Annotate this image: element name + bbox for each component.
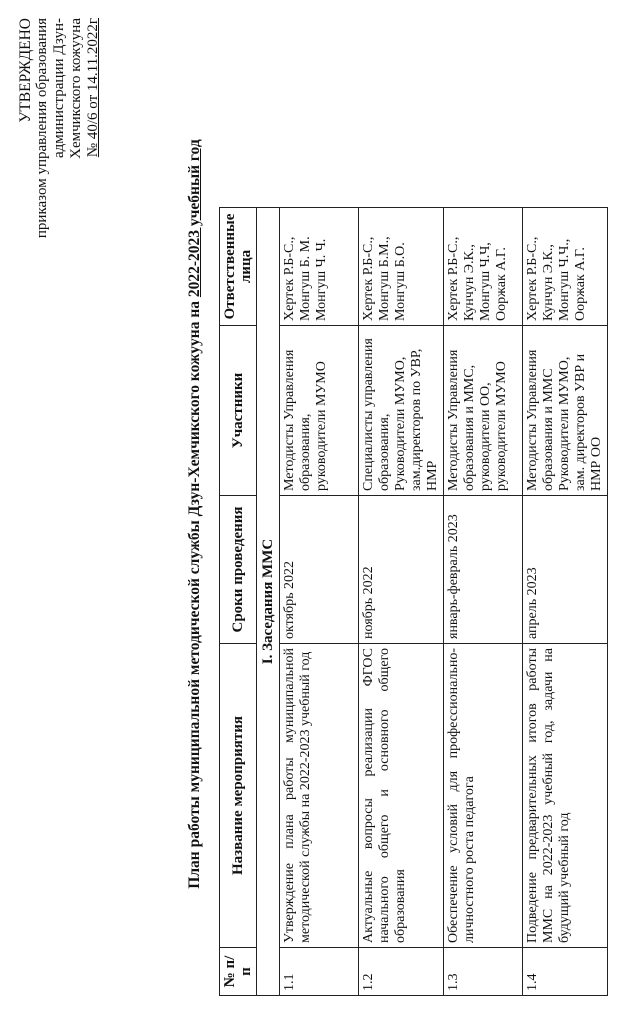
- table-row: [523, 208, 608, 996]
- document-title-text: План работы муниципальной методической службы Дзун-Хемчикского кожууна на: [186, 297, 203, 889]
- approval-line: администрации Дзун-: [51, 18, 67, 158]
- cell-dates: апрель 2023: [523, 496, 608, 644]
- cell-responsible: Хертек Р.Б-С., Кунчун Э.К., Монгуш Ч.Ч., Ооржак А.Г.: [523, 208, 608, 326]
- cell-num: 1.3: [444, 948, 523, 996]
- cell-num: 1.4: [523, 948, 608, 996]
- approval-stamp: [17, 18, 102, 244]
- cell-dates: октябрь 2022: [280, 496, 359, 644]
- table-row: [359, 208, 444, 996]
- header-num: № п/п: [220, 948, 257, 996]
- cell-name: Обеспечение условий для профессионально-личностного роста педагога: [444, 644, 523, 948]
- cell-responsible: Хертек Р.Б-С., Монгуш Б.М., Монгуш Б.О.: [359, 208, 444, 326]
- cell-num: 1.2: [359, 948, 444, 996]
- cell-participants: Методисты Управления образования и ММС Руководители МУМО, зам. директоров УВР и НМР ОО: [523, 326, 608, 496]
- document-title-year: 2022-2023 учебный год: [186, 139, 203, 298]
- header-responsible: Ответственные лица: [220, 208, 257, 326]
- cell-name: Утверждение плана работы муниципальной методической службы на 2022-2023 учебный год: [280, 644, 359, 948]
- header-dates: Сроки проведения: [220, 496, 257, 644]
- cell-participants: Специалисты управления образования, Руководители МУМО, зам.директоров по УВР, НМР: [359, 326, 444, 496]
- table-row: [444, 208, 523, 996]
- table-row: [280, 208, 359, 996]
- table-header-row: [220, 208, 257, 996]
- cell-name: Актуальные вопросы реализации ФГОС начального общего и основного общего образования: [359, 644, 444, 948]
- document-page: [11, 14, 611, 1014]
- document-title: [186, 14, 204, 1014]
- header-name: Название мероприятия: [220, 644, 257, 948]
- cell-dates: ноябрь 2022: [359, 496, 444, 644]
- cell-num: 1.1: [280, 948, 359, 996]
- approval-line: приказом управления образования: [34, 18, 50, 239]
- cell-responsible: Хертек Р.Б-С., Кунчун Э.К., Монгуш Ч.Ч, Ооржак А.Г.: [444, 208, 523, 326]
- cell-participants: Методисты Управления образования и ММС, руководители ОО, руководители МУМО: [444, 326, 523, 496]
- approval-title: УТВЕРЖДЕНО: [17, 18, 34, 123]
- cell-dates: январь-февраль 2023: [444, 496, 523, 644]
- approval-line: Хемчикского кожууна: [68, 18, 84, 159]
- cell-responsible: Хертек Р.Б-С., Монгуш Б. М. Монгуш Ч. Ч.: [280, 208, 359, 326]
- header-participants: Участники: [220, 326, 257, 496]
- plan-table: [219, 207, 608, 996]
- approval-order-ref: № 40/6 от 14.11.2022г: [85, 18, 101, 158]
- cell-participants: Методисты Управления образования, руководители МУМО: [280, 326, 359, 496]
- section-title: I. Заседания ММС: [257, 208, 280, 996]
- cell-name: Подведение предварительных итогов работы ММС на 2022-2023 учебный год, задачи на будущий учебный год: [523, 644, 608, 948]
- section-row: [257, 208, 280, 996]
